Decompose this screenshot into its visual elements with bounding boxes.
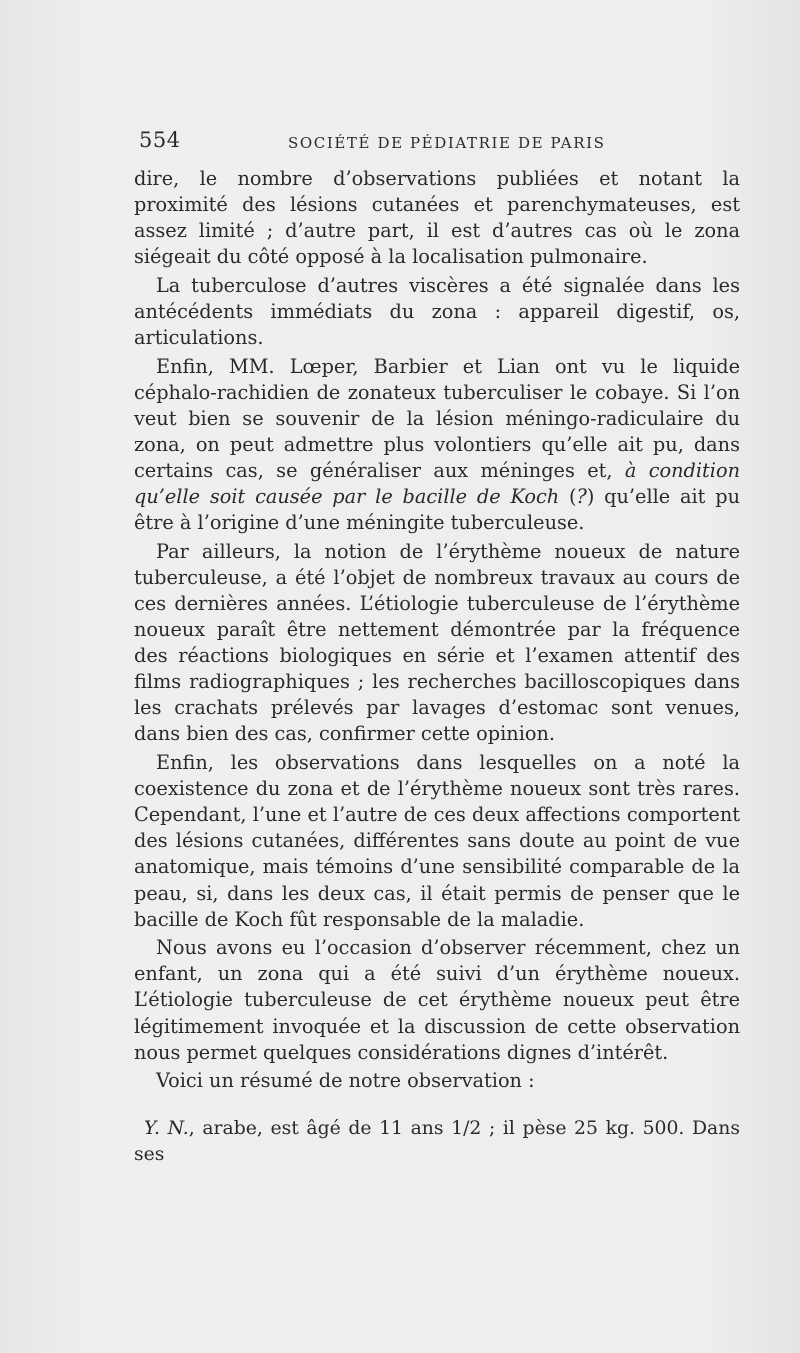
case-text: , arabe, est âgé de 11 ans 1/2 ; il pèse 25 kg. 500. Dans ses xyxy=(134,1118,740,1166)
body-text xyxy=(134,166,740,1168)
paragraph-2: La tuberculose d’autres viscères a été signalée dans les antécédents immédiats du zona : appareil digestif, os, articulations. xyxy=(134,273,740,350)
page-number: 554 xyxy=(139,128,181,152)
paragraph-7: Voici un résumé de notre observation : xyxy=(156,1069,535,1093)
case-summary-line xyxy=(134,1116,740,1168)
case-initials: Y. N. xyxy=(144,1118,189,1140)
paragraph-3-text-after: ) qu’elle ait pu être à l’origine d’une méningite tuberculeuse. xyxy=(134,485,740,535)
paragraph-3-paren-open: ( xyxy=(559,485,577,509)
paragraph-1: dire, le nombre d’observations publiées et notant la proximité des lésions cutanées et parenchymateuses, est assez limité ; d’autre part, il est d’autres cas où le zona siégeait du côté opposé à la localisation pulmonaire. xyxy=(134,167,740,269)
running-head: SOCIÉTÉ DE PÉDIATRIE DE PARIS xyxy=(288,134,606,152)
paragraph-3-text-before: Enfin, MM. Lœper, Barbier et Lian ont vu le liquide céphalo-rachidien de zonateux tuberculiser le cobaye. Si l’on veut bien se souvenir de la lésion méningo-radiculaire du zona, on peut admettre plus volontiers qu’elle ait pu, dans certains cas, se généraliser aux méninges et, xyxy=(134,354,740,483)
paragraph-4: Par ailleurs, la notion de l’érythème noueux de nature tuberculeuse, a été l’objet de nombreux travaux au cours de ces dernières années. L’étiologie tuberculeuse de l’érythème noueux paraît être nettement démontrée par la fréquence des réactions biologiques en série et l’examen attentif des films radiographiques ; les recherches bacilloscopiques dans les crachats prélevés par lavages d’estomac sont venues, dans bien des cas, confirmer cette opinion. xyxy=(134,539,740,746)
paragraph-3-italic: à condition qu’elle soit causée par le bacille de Koch xyxy=(134,459,740,509)
page-header xyxy=(139,128,739,158)
paragraph-3 xyxy=(134,354,740,537)
paragraph-6: Nous avons eu l’occasion d’observer récemment, chez un enfant, un zona qui a été suivi d’un érythème noueux. L’étiologie tuberculeuse de cet érythème noueux peut être légitimement invoquée et la discussion de cette observation nous permet quelques considérations dignes d’intérêt. xyxy=(134,936,740,1064)
paragraph-3-italic-question: ? xyxy=(576,485,587,509)
paragraph-5: Enfin, les observations dans lesquelles on a noté la coexistence du zona et de l’érythème noueux sont très rares. Cependant, l’une et l’autre de ces deux affections comportent des lésions cutanées, différentes sans doute au point de vue anatomique, mais témoins d’une sensibilité comparable de la peau, si, dans les deux cas, il était permis de penser que le bacille de Koch fût responsable de la maladie. xyxy=(134,751,740,931)
